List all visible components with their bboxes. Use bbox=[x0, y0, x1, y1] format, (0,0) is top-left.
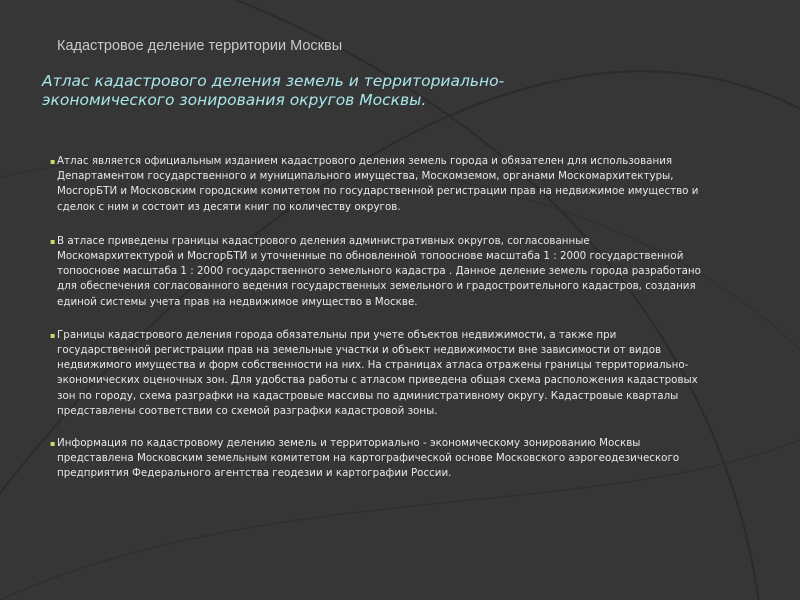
bullet-icon: ▪ bbox=[50, 236, 56, 246]
slide-main-title: Атлас кадастрового деления земель и территориально-экономического зонирования округов Москвы. bbox=[42, 72, 505, 109]
paragraph-text: Информация по кадастровому делению земель и территориально - экономическому зонированию Москвы представлена Московским земельным комитетом на картографической основе Московского аэрогеодезического предприятия Федерального агентства геодезии и картографии России. bbox=[57, 437, 680, 480]
paragraph-text: В атласе приведены границы кадастрового деления административных округов, согласованные Москомархитектурой и МосгорБТИ и уточненные по обновленной топооснове масштаба 1 : 2000 государственной топооснове масштаба 1 : 2000 государственного земельного кадастра . Данное деление земель города разработано для обеспечения согласованного ведения государственных земельного и градостроительного кадастров, создания единой системы учета прав на недвижимое имущество в Москве. bbox=[57, 234, 701, 308]
paragraph-text: Атлас является официальным изданием кадастрового деления земель города и обязателен для использования Департаментом государственного и муниципального имущества, Москомземом, органами Москомархитектуры, МосгорБТИ и Московским городским комитетом по государственной регистрации прав на недвижимое имущество и сделок с ним и состоит из десяти книг по количеству округов. bbox=[57, 155, 699, 213]
paragraph-4 bbox=[52, 436, 702, 482]
paragraph-1 bbox=[52, 154, 702, 215]
bullet-icon: ▪ bbox=[50, 157, 56, 166]
paragraph-text: Границы кадастрового деления города обязательны при учете объектов недвижимости, а также при государственной регистрации прав на земельные участки и объект недвижимости вне зависимости от видов недвижимого имущества и форм собственности на них. На страницах атласа отражены границы территориально-экономических оценочных зон. Для удобства работы с атласом приведена общая схема расположения кадастровых зон по городу, схема разграфки на кадастровые массивы по административному округу. Кадастровые кварталы представлены соответствии со схемой разграфки кадастровой зоны. bbox=[57, 328, 698, 417]
paragraph-3 bbox=[52, 328, 702, 419]
bullet-icon: ▪ bbox=[50, 330, 56, 340]
bullet-icon: ▪ bbox=[50, 439, 56, 449]
slide-header-title: Кадастровое деление территории Москвы bbox=[57, 38, 343, 54]
slide-body bbox=[52, 154, 702, 501]
paragraph-2 bbox=[52, 234, 702, 310]
